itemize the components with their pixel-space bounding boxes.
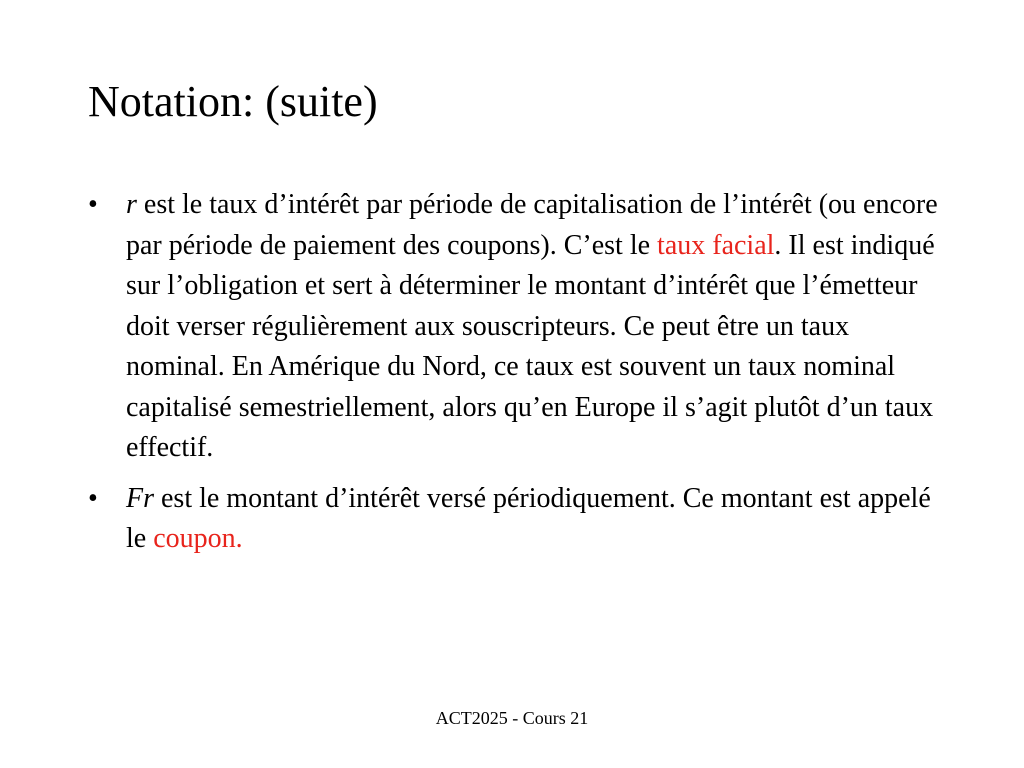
bullet-dot-icon: • bbox=[88, 482, 98, 514]
bullet-list bbox=[88, 185, 948, 570]
variable-r: r bbox=[126, 189, 137, 220]
bullet-text: est le montant d’intérêt versé périodiquement. Ce montant est appelé le bbox=[126, 482, 931, 554]
highlight-term: taux facial bbox=[657, 229, 775, 261]
bullet-item bbox=[88, 479, 948, 560]
footer-text: ACT2025 - Cours 21 bbox=[435, 708, 589, 728]
bullet-dot-icon: • bbox=[88, 189, 98, 220]
highlight-term: coupon. bbox=[153, 523, 243, 554]
bullet-text: . Il est indiqué sur l’obligation et sert à déterminer le montant d’intérêt que l’émetteur doit verser régulièrement aux souscripteurs. Ce peut être un taux nominal. En Amérique du Nord, ce taux est souvent un taux nominal capitalisé semestriellement, alors qu’en Europe il s’agit plutôt d’un taux effectif. bbox=[126, 229, 935, 463]
slide-title: Notation: (suite) bbox=[88, 77, 378, 126]
bullet-text: est le taux d’intérêt par période de capitalisation de l’intérêt (ou encore par période de paiement des coupons). C’est le bbox=[126, 189, 938, 261]
slide-footer bbox=[0, 706, 1024, 730]
variable-fr: Fr bbox=[126, 482, 154, 514]
bullet-item bbox=[88, 185, 948, 469]
